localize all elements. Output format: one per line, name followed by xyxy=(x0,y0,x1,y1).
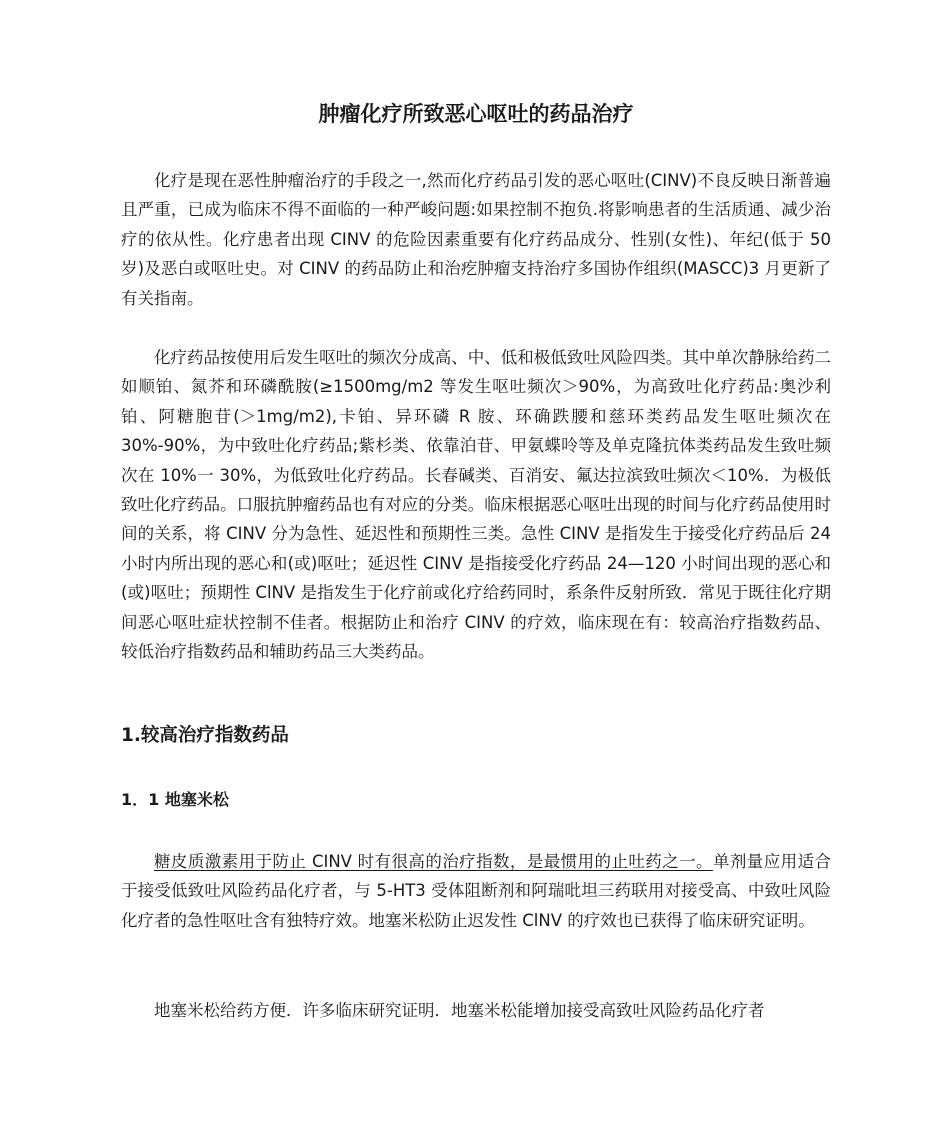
subsection-heading-dexamethasone: 1．1 地塞米松 xyxy=(121,790,229,809)
intro-paragraph: 化疗是现在恶性肿瘤治疗的手段之一,然而化疗药品引发的恶心呕吐(CINV)不良反映日渐普遍且严重，已成为临床不得不面临的一种严峻问题:如果控制不抱负.将影响患者的生活质通、减少治疗的依从性。化疗患者出现 CINV 的危险因素重要有化疗药品成分、性别(女性)、年纪(低于 50 岁)及恶白或呕吐史。对 CINV 的药品防止和治疙肿瘤支持治疗多国协作组织(MASCC)3 月更新了有关指南。 xyxy=(121,171,831,308)
classification-paragraph: 化疗药品按使用后发生呕吐的频次分成高、中、低和极低致吐风险四类。其中单次静脉给药二如顺铂、氮芥和环磷酰胺(≥1500mg/m2 等发生呕吐频次＞90%，为高致吐化疗药品:奥沙利铂、阿糖胞苷(＞1mg/m2),卡铂、异环磷 R 胺、环确跌腰和慈环类药品发生呕吐频次在 30%-90%，为中致吐化疗药品;紫杉类、依靠泊苷、甲氨蝶呤等及单克隆抗体类药品发生致吐频次在 10%一 30%，为低致吐化疗药品。长春碱类、百消安、氟达拉滨致吐频次＜10%．为极低致吐化疗药品。口服抗肿瘤药品也有对应的分类。临床根据恶心呕吐出现的时间与化疗药品使用时间的关系，将 CINV 分为急性、延迟性和预期性三类。急性 CINV 是指发生于接受化疗药品后 24 小时内所出现的恶心和(或)呕吐；延迟性 CINV 是指接受化疗药品 24—120 小时间出现的恶心和(或)呕吐；预期性 ClNV 是指发生于化疗前或化疗给药同时，系条件反射所致．常见于既往化疗期间恶心呕吐症状控制不佳者。根据防止和治疗 CINV 的疗效，临床现在有：较高治疗指数药品、较低治疗指数药品和辅助药品三大类药品。 xyxy=(121,348,831,662)
dexamethasone-dosing-paragraph: 地塞米松给药方便．许多临床研究证明．地塞米松能增加接受高致吐风险药品化疗者 xyxy=(154,1001,765,1020)
section-heading-high-index-drugs: 1.较高治疗指数药品 xyxy=(121,725,289,746)
paragraph-continuation: 单剂量应用适合于接受低致吐风险药品化疗者，与 5-HT3 受体阻断剂和阿瑞吡坦三药联用对接受高、中致吐风险化疗者的急性呕吐含有独特疗效。地塞米松防止迟发性 ClNV 的疗效也已获得了临床研究证明。 xyxy=(121,852,831,930)
underlined-sentence: 糖皮质激素用于防止 CINV 时有很高的治疗指数，是最惯用的止吐药之一。 xyxy=(154,852,713,871)
dexamethasone-paragraph xyxy=(121,847,831,935)
document-title: 肿瘤化疗所致恶心呕吐的药品治疗 xyxy=(318,102,634,126)
